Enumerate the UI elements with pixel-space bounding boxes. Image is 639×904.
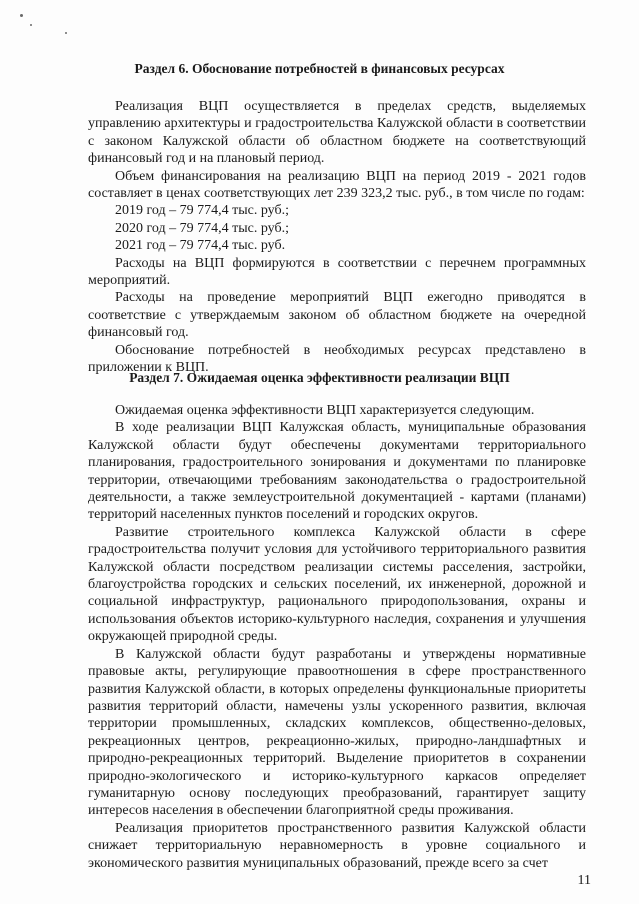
paragraph: Объем финансирования на реализацию ВЦП на период 2019 - 2021 годов составляет в ценах соответствующих лет 239 323,2 тыс. руб., в том числе по годам: bbox=[88, 168, 586, 202]
paragraph: Реализация ВЦП осуществляется в пределах средств, выделяемых управлению архитектуры и градостроительства Калужской области в соответствии с законом Калужской области об областном бюджете на соответствующий финансовый год и на плановый период. bbox=[88, 99, 586, 167]
paragraph: Расходы на ВЦП формируются в соответствии с перечнем программных мероприятий. bbox=[88, 255, 586, 289]
section-6-body bbox=[88, 98, 586, 377]
scan-speck bbox=[65, 32, 67, 34]
paragraph: В Калужской области будут разработаны и утверждены нормативные правовые акты, регулирующие правоотношения в сфере пространственного развития Калужской области, в которых определены функциональные приоритеты развития территорий области, намечены узлы ускоренного развития, включая территории промышленных, складских комплексов, общественно-деловых, рекреационных центров, рекреационно-жилых, природно-ландшафтных и природно-рекреационных территорий. Выделение приоритетов в сохранении природно-экологического и историко-культурного каркасов определяет гуманитарную основу последующих преобразований, гарантирует защиту интересов населения в обеспечении благоприятной среды проживания. bbox=[88, 646, 586, 819]
paragraph: Реализация приоритетов пространственного развития Калужской области снижает территориальную неравномерность в уровне социального и экономического развития муниципальных образований, прежде всего за счет bbox=[88, 820, 586, 871]
section-7-body bbox=[88, 402, 586, 872]
paragraph: Расходы на проведение мероприятий ВЦП ежегодно приводятся в соответствие с утверждаемым законом об областном бюджете на очередной финансовый год. bbox=[88, 290, 586, 341]
section-6-heading: Раздел 6. Обоснование потребностей в финансовых ресурсах bbox=[134, 61, 505, 76]
section-7-heading: Раздел 7. Ожидаемая оценка эффективности реализации ВЦП bbox=[129, 370, 510, 385]
scan-speck bbox=[30, 24, 32, 26]
paragraph: Ожидаемая оценка эффективности ВЦП характеризуется следующим. bbox=[115, 403, 535, 418]
paragraph: В ходе реализации ВЦП Калужская область, муниципальные образования Калужской области будут обеспечены документами территориального планирования, градостроительного зонирования и документами по планировке территории, отвечающими требованиям законодательства о градостроительной деятельности, а также землеустроительной документацией - картами (планами) территорий населенных пунктов поселений и городских округов. bbox=[88, 420, 586, 523]
funding-year-line: 2020 год – 79 774,4 тыс. руб.; bbox=[115, 220, 289, 236]
scan-speck bbox=[20, 14, 23, 17]
page-number: 11 bbox=[577, 873, 591, 888]
paragraph: Развитие строительного комплекса Калужской области в сфере градостроительства получит условия для устойчивого территориального развития Калужской области посредством реализации системы расселения, застройки, благоустройства городских и сельских поселений, их инженерной, дорожной и социальной инфраструктур, рационального природопользования, охраны и использования объектов историко-культурного наследия, сохранения и улучшения окружающей природной среды. bbox=[88, 524, 586, 645]
paragraph: Обоснование потребностей в необходимых ресурсах представлено в приложении к ВЦП. bbox=[88, 342, 586, 376]
funding-year-line: 2021 год – 79 774,4 тыс. руб. bbox=[115, 238, 286, 254]
funding-year-line: 2019 год – 79 774,4 тыс. руб.; bbox=[115, 203, 289, 219]
